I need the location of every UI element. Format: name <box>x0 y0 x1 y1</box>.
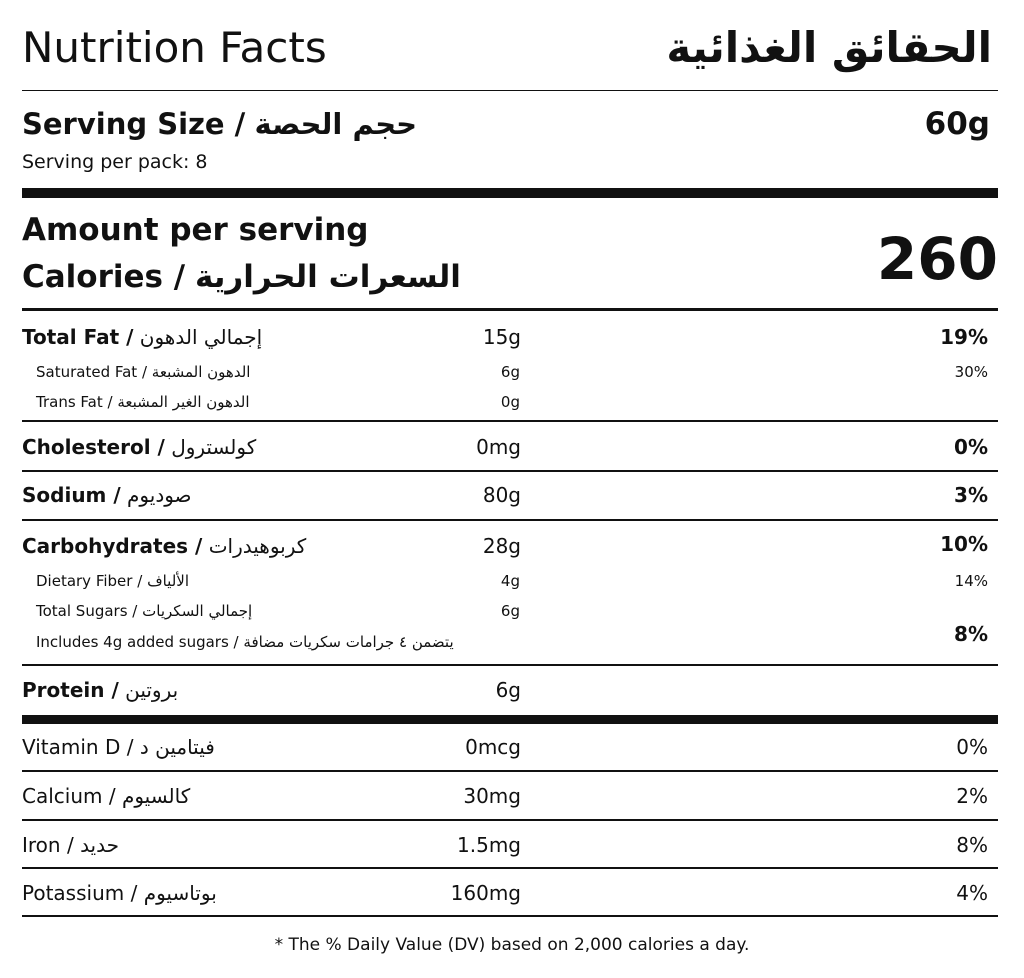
serving-size-value: 60g <box>924 106 990 142</box>
calories-label <box>22 256 461 298</box>
total-sugars-label <box>36 601 252 621</box>
calories-label-en: Calories / <box>22 259 186 295</box>
trans-fat-amount: 0g <box>500 393 520 411</box>
divider-vitamin-d <box>22 770 998 772</box>
trans-fat-label <box>36 392 250 412</box>
protein-label <box>22 677 178 703</box>
thick-divider-top <box>22 188 998 198</box>
serving-size-label-ar: حجم الحصة <box>254 107 418 141</box>
saturated-fat-label <box>36 362 250 382</box>
total-fat-dv: 19% <box>940 325 988 349</box>
total-fat-ar: إجمالي الدهون <box>139 325 263 349</box>
protein-amount: 6g <box>495 678 521 702</box>
calories-divider <box>22 308 998 311</box>
calories-value: 260 <box>876 225 998 293</box>
vitamin-d-en: Vitamin D / <box>22 735 134 759</box>
added-sugars-ar: يتضمن ٤ جرامات سكريات مضافة <box>243 633 454 651</box>
iron-amount: 1.5mg <box>457 833 521 857</box>
servings-per-pack: Serving per pack: 8 <box>22 151 208 173</box>
dietary-fiber-amount: 4g <box>500 572 520 590</box>
potassium-en: Potassium / <box>22 881 138 905</box>
title-english: Nutrition Facts <box>22 23 327 72</box>
protein-ar: بروتين <box>125 678 179 702</box>
carbohydrates-ar: كربوهيدرات <box>208 534 307 558</box>
dietary-fiber-dv: 14% <box>954 572 988 590</box>
carbohydrates-en: Carbohydrates / <box>22 534 203 558</box>
trans-fat-ar: الدهون الغير المشبعة <box>117 393 250 411</box>
iron-label <box>22 832 119 858</box>
saturated-fat-en: Saturated Fat / <box>36 363 148 381</box>
potassium-amount: 160mg <box>450 881 521 905</box>
potassium-label <box>22 880 217 906</box>
sodium-label <box>22 482 192 508</box>
cholesterol-amount: 0mg <box>476 435 521 459</box>
cholesterol-dv: 0% <box>954 435 988 459</box>
protein-en: Protein / <box>22 678 119 702</box>
divider-iron <box>22 867 998 869</box>
divider-cholesterol <box>22 470 998 472</box>
total-sugars-en: Total Sugars / <box>36 602 138 620</box>
trans-fat-en: Trans Fat / <box>36 393 113 411</box>
divider-carbohydrates <box>22 664 998 666</box>
thick-divider-bottom <box>22 715 998 724</box>
sodium-dv: 3% <box>954 483 988 507</box>
calcium-label <box>22 783 190 809</box>
dietary-fiber-en: Dietary Fiber / <box>36 572 143 590</box>
iron-dv: 8% <box>956 833 988 857</box>
header-divider <box>22 90 998 91</box>
cholesterol-label <box>22 434 256 460</box>
calcium-en: Calcium / <box>22 784 116 808</box>
calcium-dv: 2% <box>956 784 988 808</box>
total-sugars-amount: 6g <box>500 602 520 620</box>
divider-sodium <box>22 519 998 521</box>
amount-per-serving-label: Amount per serving <box>22 212 369 248</box>
iron-en: Iron / <box>22 833 74 857</box>
title-arabic: الحقائق الغذائية <box>666 23 992 72</box>
carbohydrates-dv: 10% <box>940 532 988 556</box>
divider-potassium <box>22 915 998 917</box>
divider-calcium <box>22 819 998 821</box>
saturated-fat-ar: الدهون المشبعة <box>151 363 251 381</box>
daily-value-footnote: * The % Daily Value (DV) based on 2,000 calories a day. <box>274 935 750 955</box>
dietary-fiber-label <box>36 571 189 591</box>
sodium-en: Sodium / <box>22 483 121 507</box>
saturated-fat-amount: 6g <box>500 363 520 381</box>
divider-fat <box>22 420 998 422</box>
calories-label-ar: السعرات الحرارية <box>194 259 461 295</box>
saturated-fat-dv: 30% <box>954 363 988 381</box>
potassium-ar: بوتاسيوم <box>143 881 217 905</box>
iron-ar: حديد <box>80 833 119 857</box>
cholesterol-ar: كولسترول <box>171 435 257 459</box>
calcium-amount: 30mg <box>463 784 521 808</box>
serving-size-label <box>22 104 417 144</box>
vitamin-d-dv: 0% <box>956 735 988 759</box>
carbohydrates-amount: 28g <box>482 534 521 558</box>
potassium-dv: 4% <box>956 881 988 905</box>
vitamin-d-ar: فيتامين د <box>139 735 215 759</box>
total-fat-en: Total Fat / <box>22 325 134 349</box>
calcium-ar: كالسيوم <box>121 784 191 808</box>
sodium-ar: صوديوم <box>127 483 192 507</box>
cholesterol-en: Cholesterol / <box>22 435 165 459</box>
vitamin-d-amount: 0mcg <box>465 735 521 759</box>
total-sugars-ar: إجمالي السكريات <box>142 602 253 620</box>
added-sugars-label <box>36 632 454 652</box>
added-sugars-en: Includes 4g added sugars / <box>36 633 239 651</box>
total-fat-amount: 15g <box>482 325 521 349</box>
added-sugars-dv: 8% <box>954 622 988 646</box>
dietary-fiber-ar: الألياف <box>147 572 190 590</box>
sodium-amount: 80g <box>482 483 521 507</box>
total-fat-label <box>22 324 262 350</box>
vitamin-d-label <box>22 734 215 760</box>
serving-size-label-en: Serving Size / <box>22 107 246 141</box>
carbohydrates-label <box>22 533 306 559</box>
